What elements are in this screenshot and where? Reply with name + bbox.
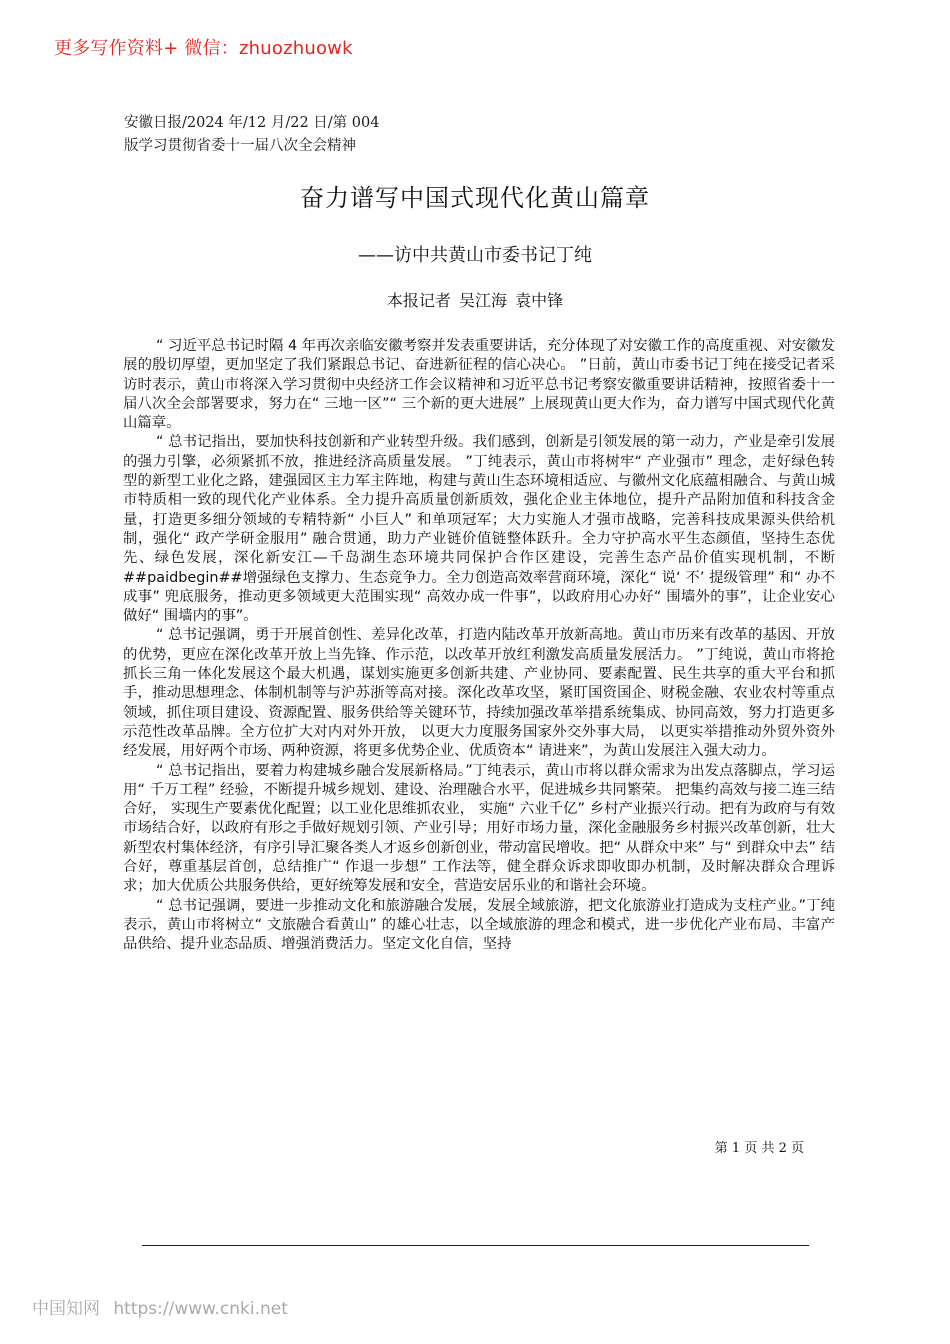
watermark-url: https://www.cnki.net [113, 1299, 288, 1319]
body-paragraph: “ 总书记强调，要进一步推动文化和旅游融合发展，发展全域旅游，把文化旅游业打造成为支柱产业。”丁纯表示，黄山市将树立“ 文旅融合看黄山” 的雄心壮志，以全域旅游的理念和模式，进一步优化产业布局、丰富产品供给、提升业态品质、增强消费活力。坚定文化自信，坚持 [123, 897, 835, 953]
body-paragraph: “ 习近平总书记时隔 4 年再次亲临安徽考察并发表重要讲话，充分体现了对安徽工作的高度重视、对安徽发展的殷切厚望，更加坚定了我们紧跟总书记、奋进新征程的信心决心。 ”日前，黄山市委书记丁纯在接受记者采访时表示，黄山市将深入学习贯彻中央经济工作会议精神和习近平总书记考察安徽重要讲话精神，按照省委十一届八次全会部署要求，努力在“ 三地一区”“ 三个新的更大进展” 上展现黄山更大作为，奋力谱写中国式现代化黄山篇章。 [123, 338, 835, 432]
promo-banner: 更多写作资料+ 微信：zhuozhuowk [54, 38, 353, 59]
article-subtitle: ——访中共黄山市委书记丁纯 [358, 245, 592, 266]
article-title: 奋力谱写中国式现代化黄山篇章 [300, 184, 650, 212]
source-citation [124, 112, 424, 158]
cnki-watermark [32, 1294, 296, 1319]
source-line-2: 版学习贯彻省委十一届八次全会精神 [124, 138, 356, 154]
article-body [123, 337, 835, 955]
article-byline: 本报记者 吴江海 袁中锋 [386, 291, 564, 310]
footer-divider [142, 1245, 809, 1246]
body-paragraph: “ 总书记指出，要着力构建城乡融合发展新格局。”丁纯表示，黄山市将以群众需求为出发点落脚点，学习运用“ 千万工程” 经验，不断提升城乡规划、建设、治理融合水平，促进城乡共同繁荣。 把集约高效与接二连三结合好， 实现生产要素优化配置；以工业化思维抓农业， 实施“ 六业千亿” 乡村产业振兴行动。把有为政府与有效市场结合好，以政府有形之手做好规划引领、产业引导；用好市场力量，深化金融服务乡村振兴改革创新，壮大新型农村集体经济，有序引导汇聚各类人才返乡创新创业，带动富民增收。把“ 从群众中来” 与“ 到群众中去” 结合好，尊重基层首创，总结推广“ 作退一步想” 工作法等，健全群众诉求即收即办机制，及时解决群众合理诉求；加大优质公共服务供给，更好统筹发展和安全，营造安居乐业的和谐社会环境。 [123, 762, 835, 895]
source-line-1: 安徽日报/2024 年/12 月/22 日/第 004 [124, 115, 380, 131]
watermark-brand: 中国知网 [32, 1299, 100, 1319]
page-number: 第 1 页 共 2 页 [714, 1141, 804, 1156]
body-paragraph: “ 总书记指出，要加快科技创新和产业转型升级。我们感到，创新是引领发展的第一动力，产业是牵引发展的强力引擎，必须紧抓不放，推进经济高质量发展。 ”丁纯表示，黄山市将树牢“ 产业强市” 理念，走好绿色转型的新型工业化之路，建强园区主力军主阵地，构建与黄山生态环境相适应、与徽州文化底蕴相融合、与黄山城市特质相一致的现代化产业体系。全力提升高质量创新质效，强化企业主体地位，提升产品附加值和科技含金量，打造更多细分领域的专精特新“ 小巨人” 和单项冠军；大力实施人才强市战略，完善科技成果源头供给机制，强化“ 政产学研金服用” 融合贯通，助力产业链价值链整体跃升。全力守护高水平生态颜值，坚持生态优先、绿色发展，深化新安江—千岛湖生态环境共同保护合作区建设，完善生态产品价值实现机制，不断##paidbegin##增强绿色支撑力、生态竞争力。全力创造高效率营商环境，深化“ 说‘ 不’ 提级管理” 和“ 办不成事” 兜底服务，推动更多领域更大范围实现“ 高效办成一件事”，以政府用心办好“ 围墙外的事”，让企业安心做好“ 围墙内的事”。 [123, 434, 835, 625]
body-paragraph: “ 总书记强调，勇于开展首创性、差异化改革，打造内陆改革开放新高地。黄山市历来有改革的基因、开放的优势，更应在深化改革开放上当先锋、作示范，以改革开放红利激发高质量发展活力。 ”丁纯说，黄山市将抢抓长三角一体化发展这个最大机遇，谋划实施更多创新共建、产业协同、要素配置、民生共享的重大平台和抓手，推动思想理念、体制机制等与沪苏浙等高对接。深化改革攻坚，紧盯国资国企、财税金融、农业农村等重点领域，抓住项目建设、资源配置、服务供给等关键环节，持续加强改革举措系统集成、协同高效，努力打造更多示范性改革品牌。全方位扩大对内对外开放， 以更大力度服务国家外交外事大局， 以更实举措推动外贸外资外经发展，用好两个市场、两种资源，将更多优势企业、优质资本“ 请进来”，为黄山发展注入强大动力。 [123, 627, 835, 760]
